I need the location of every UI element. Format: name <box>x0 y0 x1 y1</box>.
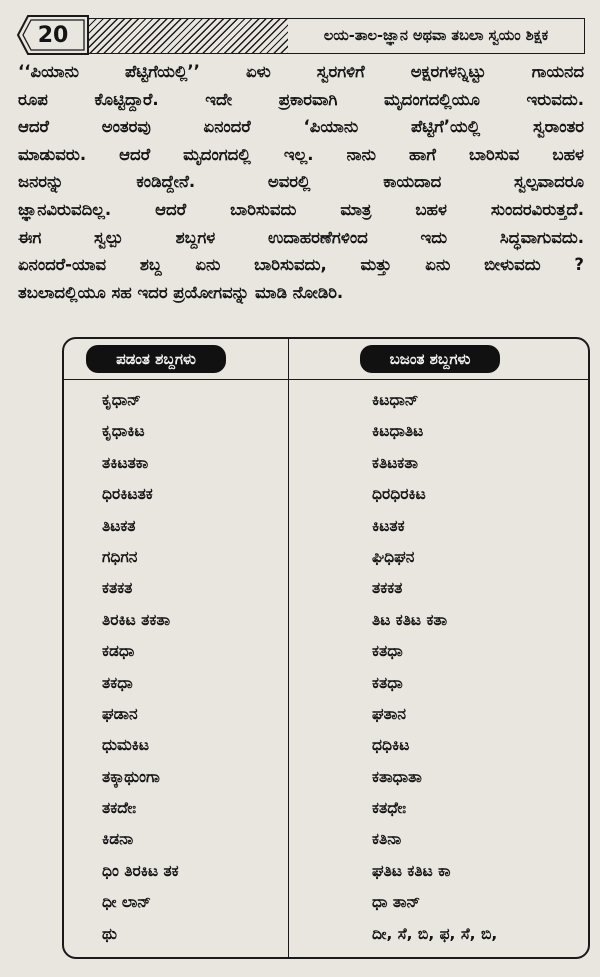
padanta-cell: ಘಡಾನ <box>102 704 138 723</box>
padanta-cell: ತಿರಕಿಟ ತಕತಾ <box>102 610 171 629</box>
paragraph-line: ‘‘ಪಿಯಾನು ಪೆಟ್ಟಿಗೆಯಲ್ಲಿ’’ ಏಳು ಸ್ವರಗಳಿಗೆ ಅಕ್ಷರಗಳನ್ನಿಟ್ಟು ಗಾಯನದ <box>18 62 584 81</box>
table-row <box>64 699 588 730</box>
paragraph-line: ಜ್ಞಾನವಿರುವದಿಲ್ಲ. ಆದರೆ ಬಾರಿಸುವದು ಮಾತ್ರ ಬಹಳ ಸುಂದರವಿರುತ್ತದೆ. <box>18 199 584 219</box>
page-number-badge <box>16 14 90 56</box>
paragraph-line: ರೂಪ ಕೊಟ್ಟಿದ್ದಾರೆ. ಇದೇ ಪ್ರಕಾರವಾಗಿ ಮೃದಂಗದಲ್ಲಿಯೂ ಇರುವದು. <box>18 89 584 109</box>
table-row <box>64 856 588 887</box>
padanta-cell: ತಿಟಕತ <box>102 516 136 535</box>
bajanta-cell: ಧಧಿಕಿಟ <box>372 736 410 755</box>
right-column-header: ಬಜಂತ ಶಬ್ದಗಳು <box>360 345 500 373</box>
bajanta-cell: ದೀ, ಸೆ, ಬಿ, ಫ, ಸೆ, ಬಿ, <box>372 924 498 943</box>
padanta-cell: ಕತಕತ <box>102 579 133 598</box>
bajanta-cell: ಕತಧಾ <box>372 642 403 661</box>
table-row <box>64 793 588 824</box>
paragraph-line: ಏನಂದರೆ-ಯಾವ ಶಬ್ದ ಏನು ಬಾರಿಸುವದು, ಮತ್ತು ಏನು ಬೀಳುವದು ? <box>18 255 584 275</box>
left-column-header: ಪಡಂತ ಶಬ್ದಗಳು <box>86 345 226 373</box>
padanta-cell: ಕಿಡನಾ <box>102 830 134 849</box>
table-row <box>64 416 588 447</box>
bajanta-cell: ತಿಟ ಕತಿಟ ಕತಾ <box>372 610 448 629</box>
padanta-cell: ತಕ್ಕಾಥುಂಗಾ <box>102 767 160 786</box>
table-row <box>64 542 588 573</box>
padanta-cell: ತಕಿಟತಕಾ <box>102 453 149 472</box>
page-header <box>16 14 586 56</box>
bajanta-cell: ತಕಕತ <box>372 579 403 598</box>
table-row <box>64 605 588 636</box>
table-row <box>64 448 588 479</box>
table-row <box>64 479 588 510</box>
table-row <box>64 762 588 793</box>
padanta-cell: ಕೃಧಾಕಿಟ <box>102 422 145 441</box>
padanta-cell: ಧಿರಕಿಟತಕ <box>102 485 153 504</box>
paragraph-line: ತಬಲಾದಲ್ಲಿಯೂ ಸಹ ಇದರ ಪ್ರಯೋಗವನ್ನು ಮಾಡಿ ನೋಡಿರಿ. <box>18 282 344 302</box>
table-row <box>64 668 588 699</box>
table-row <box>64 636 588 667</box>
header-hatch-decoration <box>88 18 288 54</box>
bajanta-cell: ಕತಿಟಕತಾ <box>372 453 418 472</box>
padanta-cell: ಕೃಧಾನ್ <box>102 391 141 409</box>
bajanta-cell: ಕತಿನಾ <box>372 830 402 849</box>
bajanta-cell: ಕಿಟಧಾನ್ <box>372 391 419 409</box>
padanta-cell: ಕಡಧಾ <box>102 642 135 661</box>
running-head-title: ಲಯ-ತಾಲ-ಜ್ಞಾನ ಅಥವಾ ತಬಲಾ ಸ್ವಯಂ ಶಿಕ್ಷಕ <box>288 18 585 54</box>
padanta-cell: ಧಿಂ ತಿರಕಿಟ ತಕ <box>102 861 179 880</box>
padanta-cell: ತಕದೇಃ <box>102 799 137 818</box>
padanta-cell: ತಕಧಾ <box>102 673 133 692</box>
bajanta-cell: ಘತಿಟ ಕತಿಟ ಕಾ <box>372 861 451 880</box>
table-row <box>64 919 588 950</box>
page-number: 20 <box>37 22 69 48</box>
table-row <box>64 824 588 855</box>
table-row <box>64 573 588 604</box>
bajanta-cell: ಕತಧೇಃ <box>372 799 407 818</box>
paragraph-line: ಆದರೆ ಅಂತರವು ಏನಂದರೆ ‘ಪಿಯಾನು ಪೆಟ್ಟಿಗೆ’ಯಲ್ಲಿ ಸ್ವರಾಂತರ <box>18 117 584 137</box>
bajanta-cell: ಘಿಧಿಘನ <box>372 547 415 566</box>
padanta-cell: ಗಧಿಗನ <box>102 547 138 566</box>
table-row <box>64 887 588 918</box>
header-rule <box>64 379 588 380</box>
body-paragraph <box>18 58 584 306</box>
table-row <box>64 511 588 542</box>
padanta-cell: ಥು <box>102 924 117 943</box>
bajanta-cell: ಧಿರಧಿರಕಿಟ <box>372 485 426 504</box>
table-row <box>64 385 588 416</box>
table-row <box>64 730 588 761</box>
padanta-cell: ಧುಮಕಿಟ <box>102 736 150 755</box>
bajanta-cell: ಧಾ ತಾನ್ <box>372 893 421 912</box>
bajanta-cell: ಕತಾಧಾತಾ <box>372 767 422 786</box>
paragraph-line: ಮಾಡುವರು. ಆದರೆ ಮೃದಂಗದಲ್ಲಿ ಇಲ್ಲ. ನಾನು ಹಾಗೆ ಬಾರಿಸುವ ಬಹಳ <box>18 144 584 164</box>
padanta-cell: ಧೀ ಲಾನ್ <box>102 893 152 912</box>
table-rows <box>64 385 588 950</box>
paragraph-line: ಜನರನ್ನು ಕಂಡಿದ್ದೇನೆ. ಅವರಲ್ಲಿ ಕಾಯದಾದ ಸ್ವಲ್ಪವಾದರೂ <box>18 172 584 192</box>
bajanta-cell: ಕಿಟತಕ <box>372 516 405 535</box>
bajanta-cell: ಘತಾನ <box>372 704 406 723</box>
bajanta-cell: ಕತಧಾ <box>372 673 403 692</box>
syllables-table <box>62 337 590 959</box>
paragraph-line: ಈಗ ಸ್ವಲ್ಪು ಶಬ್ದಗಳ ಉದಾಹರಣೆಗಳಿಂದ ಇದು ಸಿದ್ಧವಾಗುವದು. <box>18 227 584 247</box>
bajanta-cell: ಕಿಟಧಾತಿಟ <box>372 422 424 441</box>
